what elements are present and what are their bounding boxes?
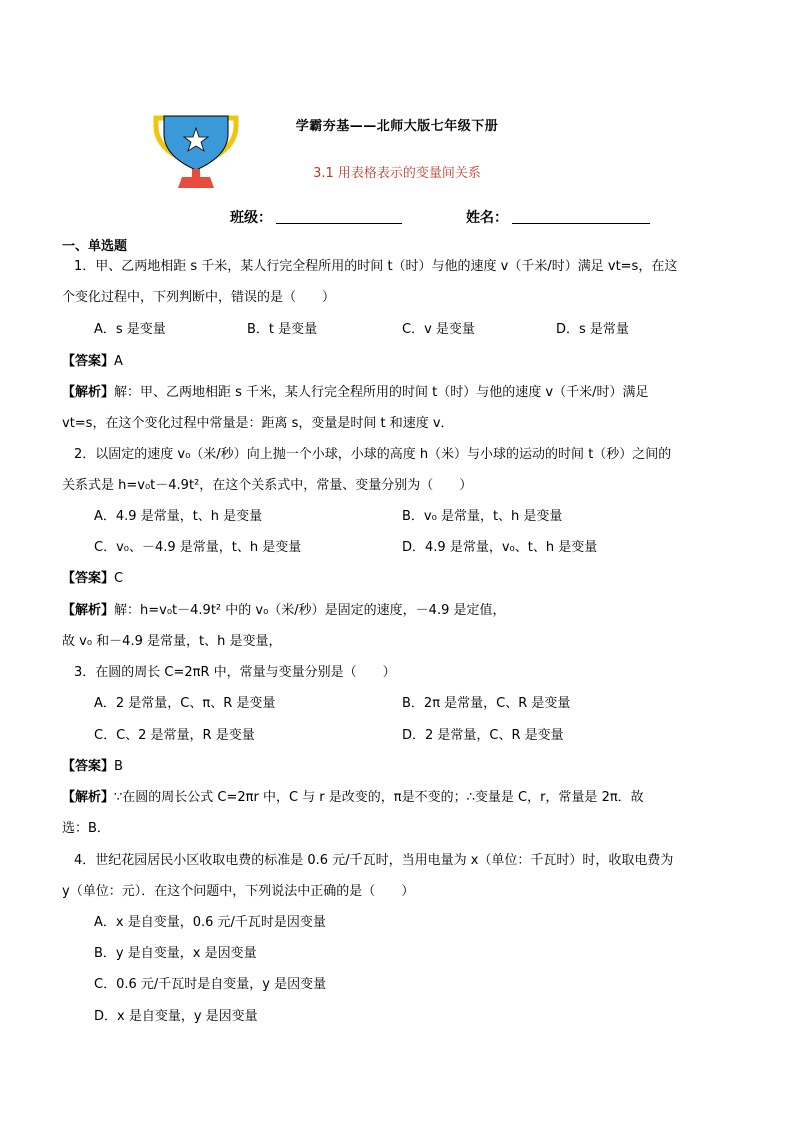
q1-analysis-line2: vt=s，在这个变化过程中常量是：距离 s，变量是时间 t 和速度 v． [62, 416, 454, 431]
document-title: 学霸夯基——北师大版七年级下册 [295, 119, 499, 134]
q1-analysis-line1 [62, 384, 649, 402]
q3-stem-line1: 3．在圆的周长 C=2πR 中，常量与变量分别是（ ） [74, 665, 396, 680]
q4-stem-line2: y（单位：元）．在这个问题中，下列说法中正确的是（ ） [62, 884, 415, 899]
document-subtitle: 3.1 用表格表示的变量间关系 [313, 166, 481, 181]
q3-analysis-line1 [62, 789, 644, 807]
q2-analysis-line2: 故 v₀ 和－4.9 是常量，t、h 是变量， [62, 634, 282, 649]
analysis-tag: 【解析】 [62, 790, 115, 805]
q2-stem-line2: 关系式是 h=v₀t－4.9t²，在这个关系式中，常量、变量分别为（ ） [62, 478, 473, 493]
q1-stem-line2: 个变化过程中，下列判断中，错误的是（ ） [62, 290, 336, 305]
q2-option-b: B．v₀ 是常量，t、h 是变量 [402, 509, 563, 524]
answer-value: A [114, 354, 123, 369]
answer-tag: 【答案】 [62, 759, 115, 774]
analysis-text: 解：甲、乙两地相距 s 千米，某人行完全程所用的时间 t（时）与他的速度 v（千米/时）满足 [114, 385, 649, 400]
class-field [230, 207, 402, 227]
q4-option-a: A．x 是自变量，0.6 元/千瓦时是因变量 [94, 915, 326, 930]
name-blank [512, 209, 650, 224]
name-label: 姓名： [466, 210, 508, 226]
q1-stem-line1: 1．甲、乙两地相距 s 千米，某人行完全程所用的时间 t（时）与他的速度 v（千米/时）满足 vt=s，在这 [74, 259, 678, 274]
answer-value: C [114, 571, 124, 586]
q3-answer [62, 758, 123, 776]
q3-analysis-line2: 选：B． [62, 821, 110, 836]
q2-option-c: C．v₀、－4.9 是常量，t、h 是变量 [94, 540, 302, 555]
q4-option-d: D．x 是自变量，y 是因变量 [94, 1009, 258, 1024]
answer-tag: 【答案】 [62, 571, 115, 586]
q3-option-c: C．C、2 是常量，R 是变量 [94, 728, 255, 743]
answer-value: B [114, 759, 123, 774]
analysis-text: 解：h=v₀t－4.9t² 中的 v₀（米/秒）是固定的速度，－4.9 是定值， [114, 603, 506, 618]
q4-stem-line1: 4．世纪花园居民小区收取电费的标准是 0.6 元/千瓦时，当用电量为 x（单位：千瓦时）时，收取电费为 [74, 853, 674, 868]
trophy-star-icon [150, 112, 242, 190]
class-label: 班级： [230, 210, 272, 226]
q2-answer [62, 570, 123, 588]
q1-option-d: D．s 是常量 [556, 322, 629, 337]
q4-option-b: B．y 是自变量，x 是因变量 [94, 946, 257, 961]
q3-option-d: D．2 是常量，C、R 是变量 [402, 728, 564, 743]
analysis-tag: 【解析】 [62, 603, 115, 618]
q2-option-a: A．4.9 是常量，t、h 是变量 [94, 509, 263, 524]
q2-option-d: D．4.9 是常量，v₀、t、h 是变量 [402, 540, 598, 555]
q1-option-c: C．v 是变量 [402, 322, 475, 337]
q1-option-a: A．s 是变量 [94, 322, 166, 337]
analysis-text: ∵在圆的周长公式 C=2πr 中，C 与 r 是改变的，π是不变的；∴变量是 C，r，常量是 2π．故 [114, 790, 644, 805]
q3-option-b: B．2π 是常量，C、R 是变量 [402, 696, 571, 711]
class-blank [276, 209, 402, 224]
answer-tag: 【答案】 [62, 354, 115, 369]
name-field [466, 207, 650, 227]
q1-option-b: B．t 是变量 [247, 322, 318, 337]
q1-answer [62, 353, 123, 371]
q3-option-a: A．2 是常量，C、π、R 是变量 [94, 696, 276, 711]
analysis-tag: 【解析】 [62, 385, 115, 400]
q2-analysis-line1 [62, 602, 506, 620]
q2-stem-line1: 2．以固定的速度 v₀（米/秒）向上抛一个小球，小球的高度 h（米）与小球的运动的时间 t（秒）之间的 [74, 447, 672, 462]
section-title: 一、单选题 [62, 239, 128, 254]
q4-option-c: C．0.6 元/千瓦时是自变量，y 是因变量 [94, 977, 327, 992]
